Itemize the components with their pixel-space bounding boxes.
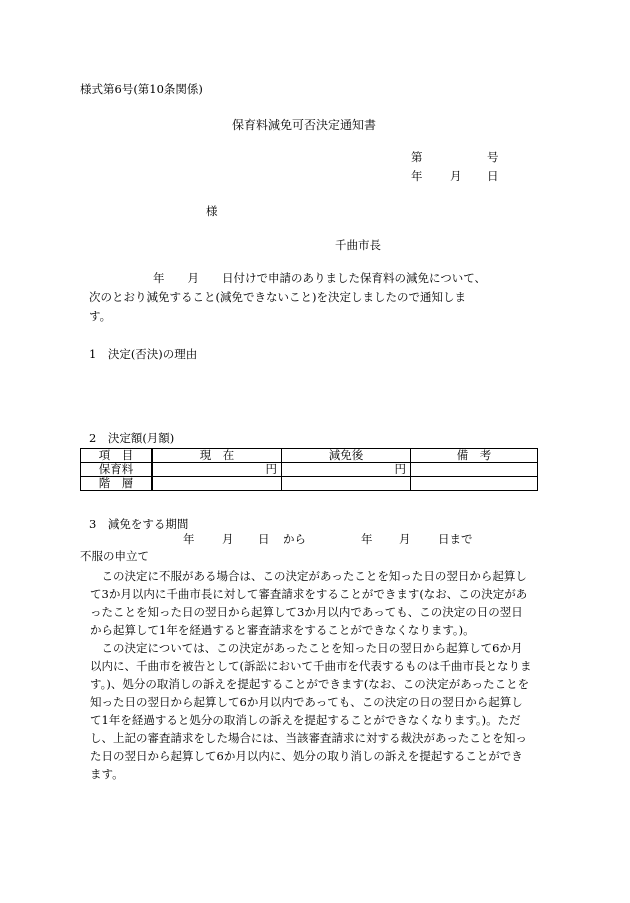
section1-heading: 1 決定(否決)の理由 — [89, 347, 198, 361]
document-title: 保育料減免可否決定通知書 — [232, 118, 377, 132]
date-month: 月 — [450, 169, 462, 183]
appeal-paragraph-1: この決定に不服がある場合は、この決定があったことを知った日の翌日から起算して3か月以内に千曲市長に対して審査請求をすることができます(なお、この決定があったことを知った日の翌日から起算して3か月以内であっても、この決定の日の翌日から起算して1年を経過すると審査請求をすることができなくなります。)。 — [90, 569, 528, 637]
period-from-day: 日 — [258, 532, 270, 546]
appeal-section — [80, 567, 532, 783]
header-current: 現 在 — [152, 449, 282, 463]
header-after: 減免後 — [282, 449, 411, 463]
table-row — [81, 463, 538, 477]
period-from-year: 年 — [183, 532, 195, 546]
doc-number-prefix: 第 — [411, 150, 423, 164]
intro-line2: 次のとおり減免すること(減免できないこと)を決定しましたので通知しま — [89, 290, 466, 304]
row-after: 円 — [282, 463, 411, 477]
intro-line1: 年 月 日付けで申請のありました保育料の減免について、 — [153, 271, 487, 285]
row-label: 保育料 — [81, 463, 153, 477]
table-row — [81, 477, 538, 491]
period-to-year: 年 — [361, 532, 373, 546]
appeal-paragraph-2: この決定については、この決定があったことを知った日の翌日から起算して6か月以内に、千曲市を被告として(訴訟において千曲市を代表するものは千曲市長となります。)、処分の取消しの訴えを提起することができます(なお、この決定があったことを知った日の翌日から起算して6か月以内であっても、この決定の日の翌日から起算して1年を経過すると処分の取消しの訴えを提起することができなくなります。)。ただし、上記の審査請求をした場合には、当該審査請求に対する裁決があったことを知った日の翌日から起算して6か月以内に、処分の取り消しの訴えを提起することができます。 — [90, 641, 532, 781]
sender-name: 千曲市長 — [335, 238, 381, 252]
row-note — [411, 463, 538, 477]
date-year: 年 — [411, 169, 423, 183]
header-item: 項 目 — [81, 449, 153, 463]
period-to-month: 月 — [399, 532, 411, 546]
intro-line3: す。 — [89, 309, 112, 323]
section2-heading: 2 決定額(月額) — [89, 431, 175, 445]
section3-heading: 3 減免をする期間 — [89, 517, 189, 531]
period-from: から — [283, 532, 306, 546]
doc-number-suffix: 号 — [487, 150, 499, 164]
row-current — [152, 477, 282, 491]
row-after — [282, 477, 411, 491]
date-day: 日 — [487, 169, 499, 183]
table-header-row — [81, 449, 538, 463]
row-current: 円 — [152, 463, 282, 477]
period-from-month: 月 — [222, 532, 234, 546]
amount-table — [80, 448, 538, 491]
row-label: 階 層 — [81, 477, 153, 491]
addressee-suffix: 様 — [206, 204, 218, 218]
form-label: 様式第6号(第10条関係) — [80, 82, 203, 96]
row-note — [411, 477, 538, 491]
appeal-heading: 不服の申立て — [80, 549, 149, 563]
period-to-day: 日まで — [438, 532, 473, 546]
header-note: 備 考 — [411, 449, 538, 463]
